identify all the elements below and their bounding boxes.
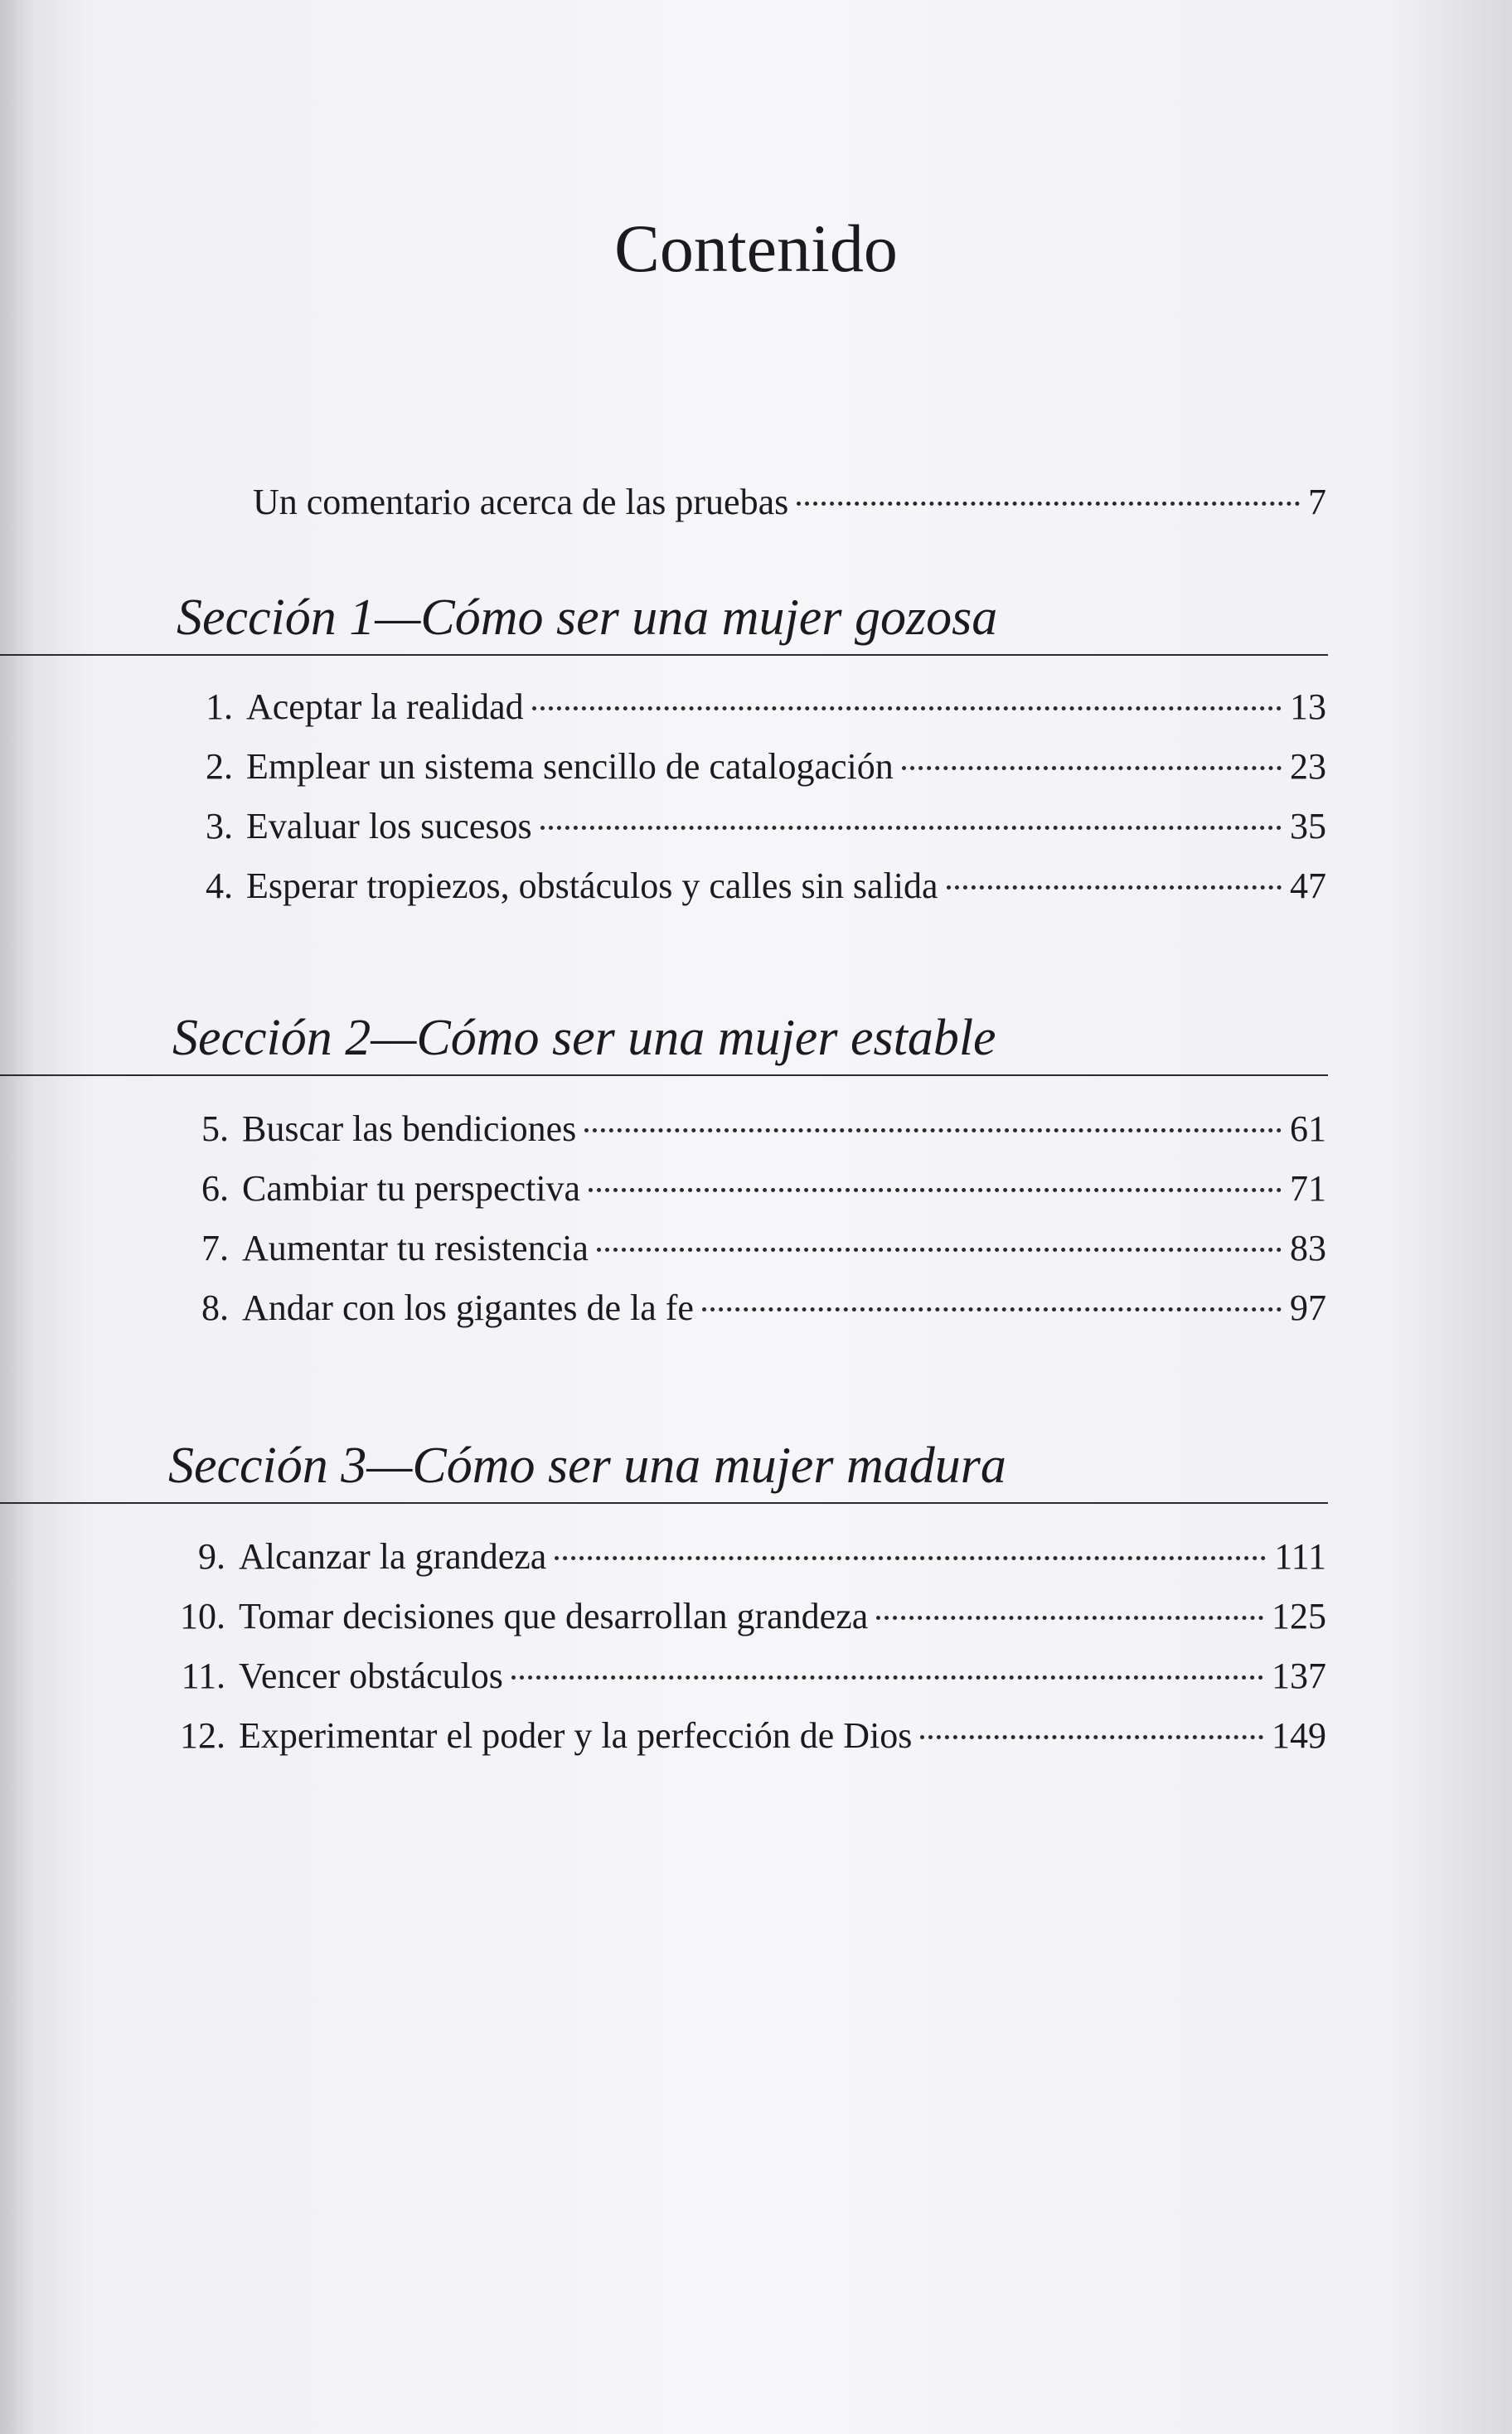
toc-entry-label: Aumentar tu resistencia [242, 1228, 589, 1268]
toc-entry-page: 111 [1274, 1536, 1326, 1577]
toc-entry-page: 149 [1272, 1715, 1326, 1756]
toc-entry-number: 6. [201, 1168, 229, 1209]
toc-section-3 [0, 1433, 1512, 1756]
section-heading: Sección 3—Cómo ser una mujer madura [168, 1438, 1006, 1494]
toc-entry-number: 9. [198, 1536, 225, 1577]
spine-shadow [0, 0, 33, 2434]
toc-intro-entry [253, 473, 1326, 532]
toc-entry-label: Esperar tropiezos, obstáculos y calles sin salida [246, 865, 938, 906]
section-rule [0, 654, 1328, 656]
toc-entry-number: 4. [206, 865, 233, 906]
toc-entry-label: Tomar decisiones que desarrollan grandeza [239, 1596, 869, 1636]
toc-entry-number: 7. [201, 1228, 229, 1268]
section-entries [187, 677, 1326, 916]
dot-leader [702, 1307, 1282, 1312]
toc-entry-number: 12. [180, 1715, 225, 1756]
dot-leader [797, 502, 1300, 506]
section-entries [181, 1099, 1326, 1338]
toc-entry-page: 61 [1290, 1108, 1326, 1149]
dot-leader [589, 1188, 1282, 1192]
toc-entry-label: Andar con los gigantes de la fe [242, 1287, 694, 1328]
toc-entry-page: 35 [1290, 806, 1326, 846]
toc-entry-label: Un comentario acerca de las pruebas [253, 482, 789, 522]
section-rule [0, 1502, 1328, 1504]
toc-entry-label: Evaluar los sucesos [246, 806, 532, 846]
section-heading: Sección 1—Cómo ser una mujer gozosa [177, 589, 998, 646]
toc-entry [187, 677, 1326, 737]
dot-leader [540, 826, 1282, 830]
toc-entry-label: Cambiar tu perspectiva [242, 1168, 581, 1209]
toc-entry-label: Alcanzar la grandeza [239, 1536, 547, 1577]
toc-entry [181, 1159, 1326, 1219]
toc-entry [166, 1587, 1326, 1646]
toc-entry-number: 1. [206, 686, 233, 727]
toc-entry-number: 3. [206, 806, 233, 846]
toc-entry-number: 11. [181, 1656, 225, 1696]
toc-entry [166, 1527, 1326, 1587]
toc-entry-number: 2. [206, 746, 233, 787]
toc-entry [166, 1646, 1326, 1706]
toc-entry [181, 1278, 1326, 1338]
toc-entry-page: 23 [1290, 746, 1326, 787]
dot-leader [584, 1128, 1282, 1132]
toc-entry [181, 1219, 1326, 1278]
toc-entry [187, 737, 1326, 797]
section-rule [0, 1074, 1328, 1076]
toc-entry-number: 5. [201, 1108, 229, 1149]
section-entries [166, 1527, 1326, 1766]
toc-entry-label: Vencer obstáculos [239, 1656, 503, 1696]
section-heading: Sección 2—Cómo ser una mujer estable [172, 1010, 996, 1066]
toc-section-2 [0, 1005, 1512, 1328]
toc-entry-label: Buscar las bendiciones [242, 1108, 577, 1149]
dot-leader [532, 706, 1282, 710]
toc-entry-page: 13 [1290, 686, 1326, 727]
toc-section-1 [0, 584, 1512, 906]
toc-entry-number: 10. [180, 1596, 225, 1636]
toc-entry-page: 125 [1272, 1596, 1326, 1636]
toc-entry-page: 137 [1272, 1656, 1326, 1696]
toc-entry [187, 856, 1326, 916]
toc-entry [166, 1706, 1326, 1766]
toc-entry-page: 71 [1290, 1168, 1326, 1209]
toc-entry-label: Emplear un sistema sencillo de catalogación [246, 746, 894, 787]
toc-entry-number: 8. [201, 1287, 229, 1328]
dot-leader [947, 885, 1282, 890]
toc-entry [187, 797, 1326, 856]
toc-entry-page: 47 [1290, 865, 1326, 906]
dot-leader [902, 766, 1282, 770]
page-title: Contenido [614, 211, 898, 286]
toc-entry-label: Experimentar el poder y la perfección de Dios [239, 1715, 913, 1756]
toc-entry [181, 1099, 1326, 1159]
dot-leader [555, 1556, 1266, 1560]
toc-entry-page: 83 [1290, 1228, 1326, 1268]
dot-leader [876, 1616, 1263, 1620]
dot-leader [597, 1248, 1282, 1252]
toc-entry-label: Aceptar la realidad [246, 686, 524, 727]
toc-entry-page: 7 [1308, 482, 1326, 522]
dot-leader [511, 1675, 1263, 1680]
toc-entry-page: 97 [1290, 1287, 1326, 1328]
dot-leader [920, 1735, 1263, 1739]
